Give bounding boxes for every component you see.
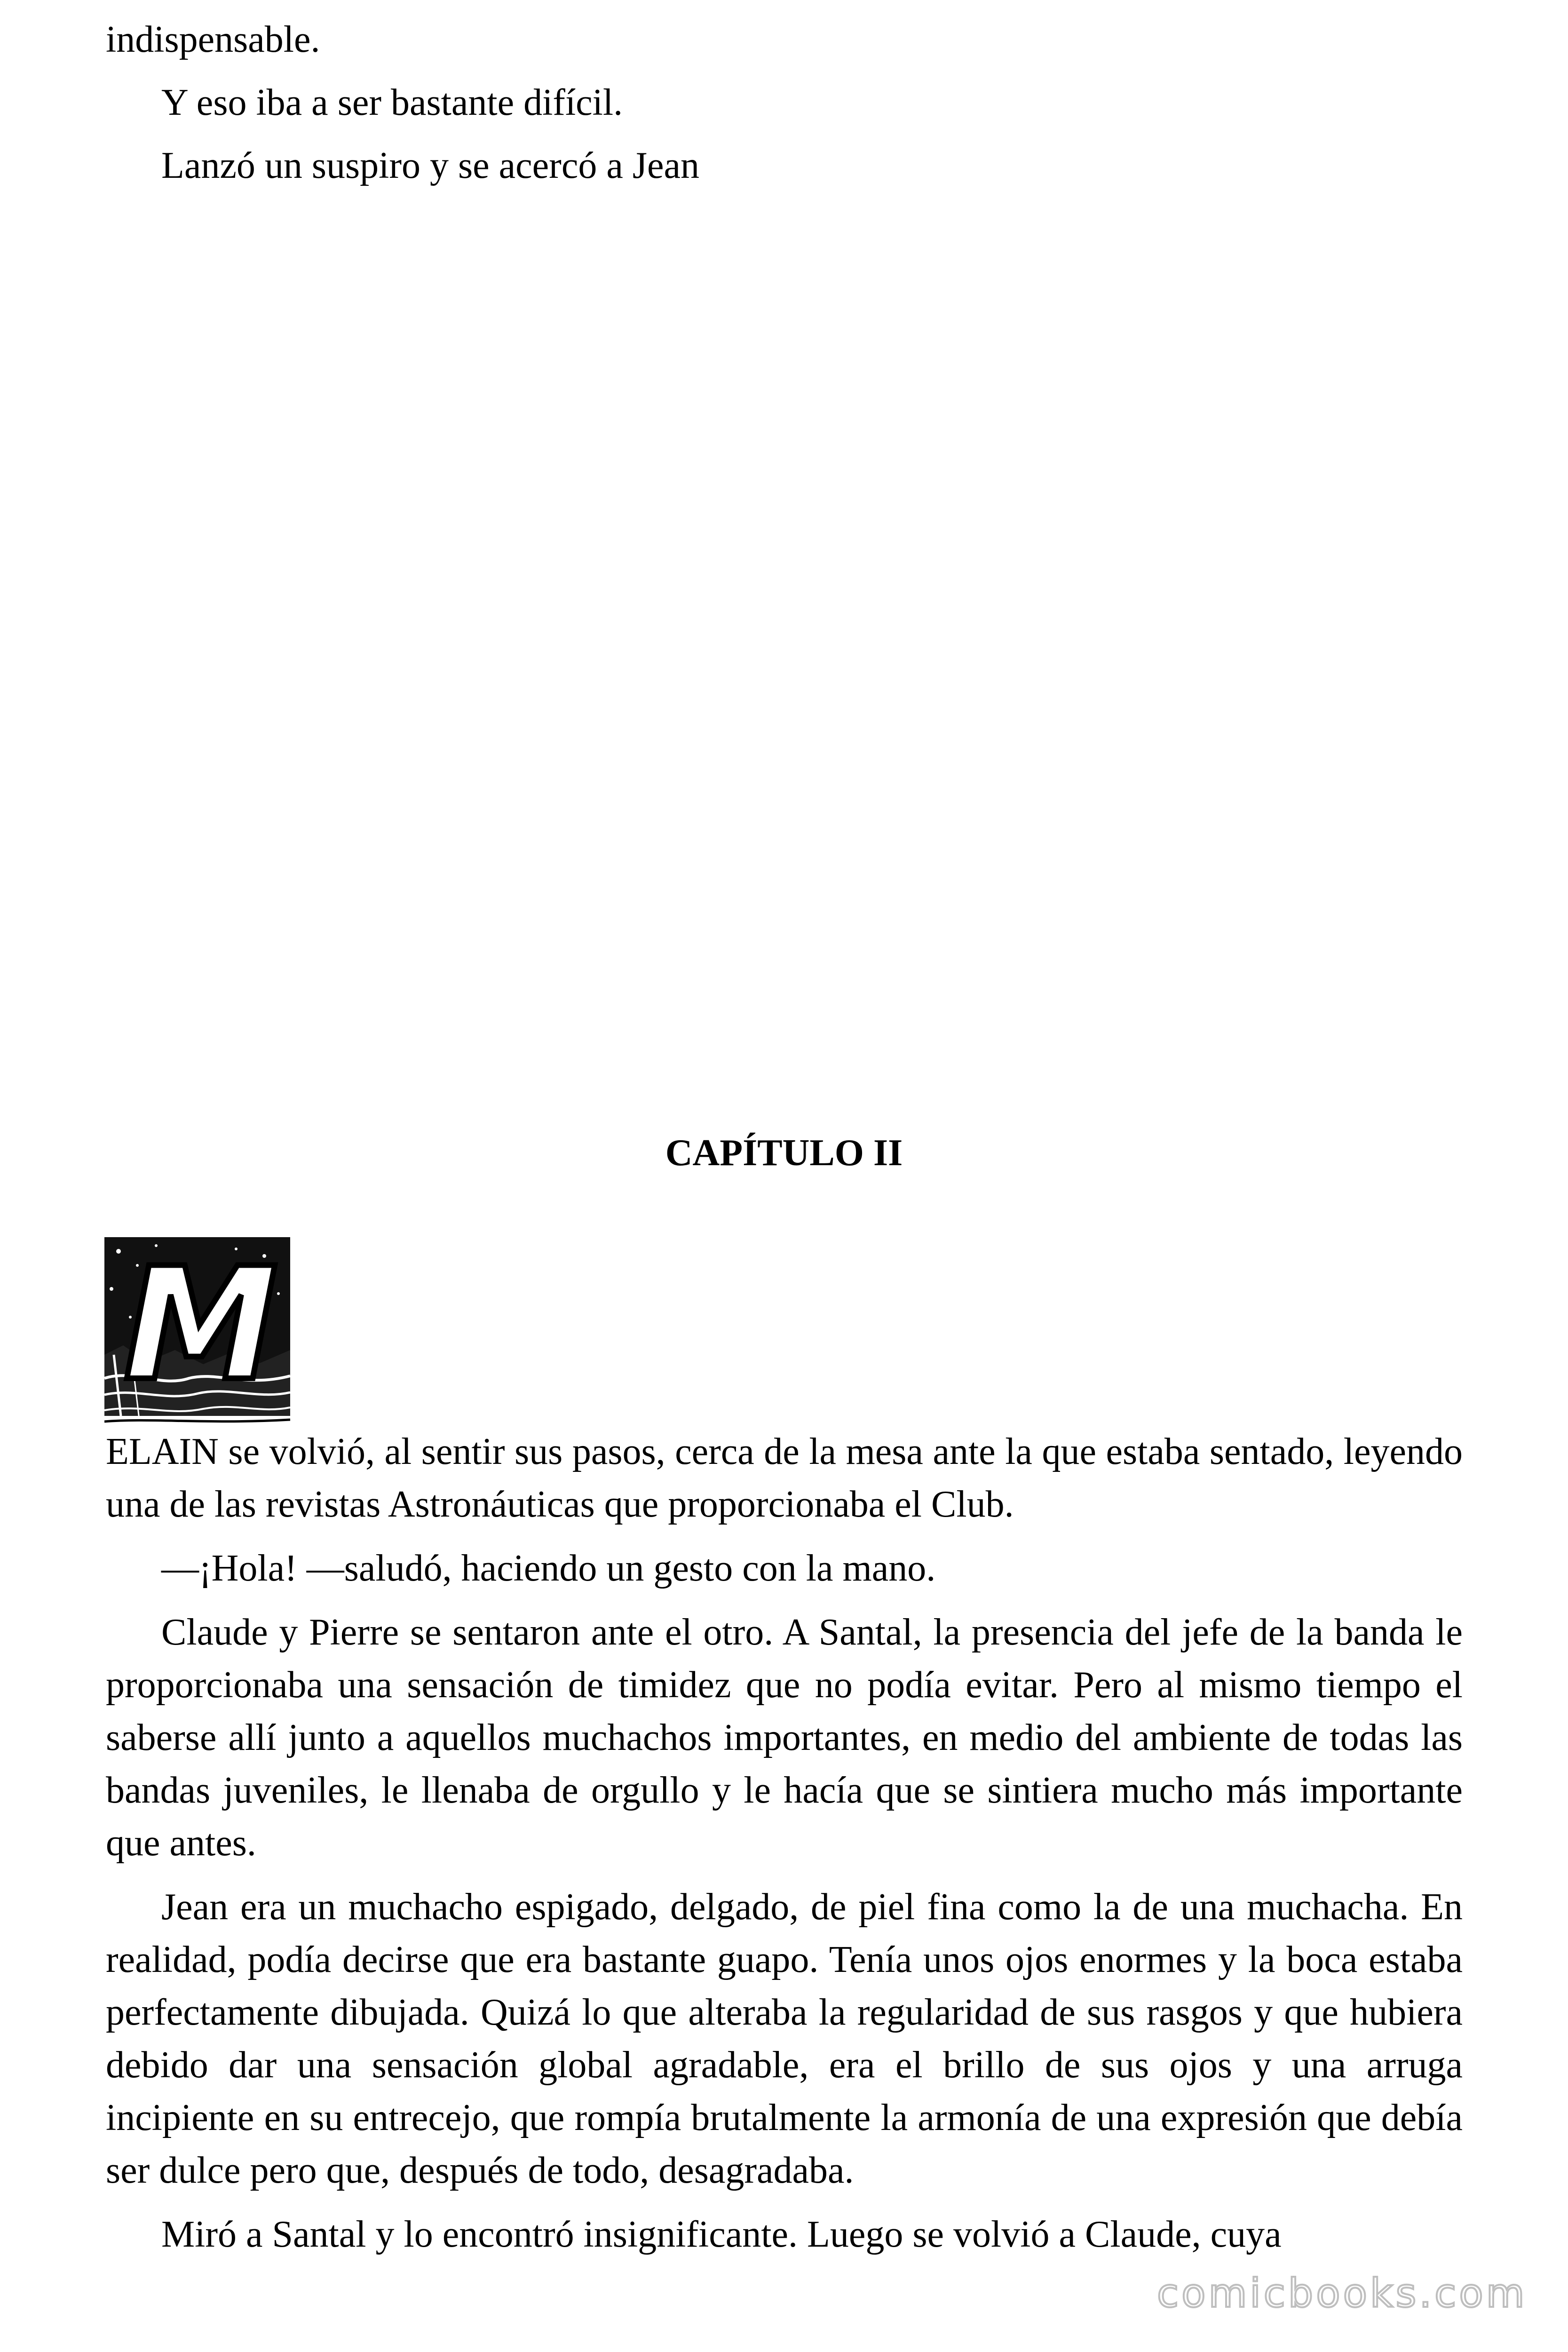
chapter-title: CAPÍTULO II xyxy=(665,1132,903,1174)
watermark-text: comicbooks.com xyxy=(1157,2270,1528,2316)
paragraph: Claude y Pierre se sentaron ante el otro. A Santal, la presencia del jefe de la banda le proporcionaba una sensación de timidez que no podía evitar. Pero al mismo tiempo el saberse allí junto a aquellos muchachos importantes, en medio del ambiente de todas las bandas juveniles, le llenaba de orgullo y le hacía que se sintiera mucho más importante que antes. xyxy=(106,1612,1463,1864)
paragraph: —¡Hola! —saludó, haciendo un gesto con la mano. xyxy=(161,1548,936,1589)
paragraph: ELAIN se volvió, al sentir sus pasos, cerca de la mesa ante la que estaba sentado, leyendo una de las revistas Astronáuticas que proporcionaba el Club. xyxy=(106,1431,1463,1525)
paragraph-fragment: indispensable. xyxy=(106,19,320,60)
paragraph: Jean era un muchacho espigado, delgado, de piel fina como la de una muchacha. En realidad, podía decirse que era bastante guapo. Tenía unos ojos enormes y la boca estaba perfectamente dibujada. Quizá lo que alteraba la regularidad de sus rasgos y que hubiera debido dar una sensación global agradable, era el brillo de sus ojos y una arruga incipiente en su entrecejo, que rompía brutalmente la armonía de una expresión que debía ser dulce pero que, después de todo, desagradaba. xyxy=(106,1886,1463,2191)
drop-cap-letter: M xyxy=(123,1237,278,1415)
drop-cap-illustration xyxy=(104,1237,293,1425)
paragraph-fragment: Miró a Santal y lo encontró insignificante. Luego se volvió a Claude, cuya xyxy=(161,2214,1282,2255)
paragraph: Lanzó un suspiro y se acercó a Jean xyxy=(161,145,699,186)
paragraph: Y eso iba a ser bastante difícil. xyxy=(161,82,623,123)
previous-chapter-ending xyxy=(106,13,1463,202)
chapter-body xyxy=(106,1425,1463,2272)
